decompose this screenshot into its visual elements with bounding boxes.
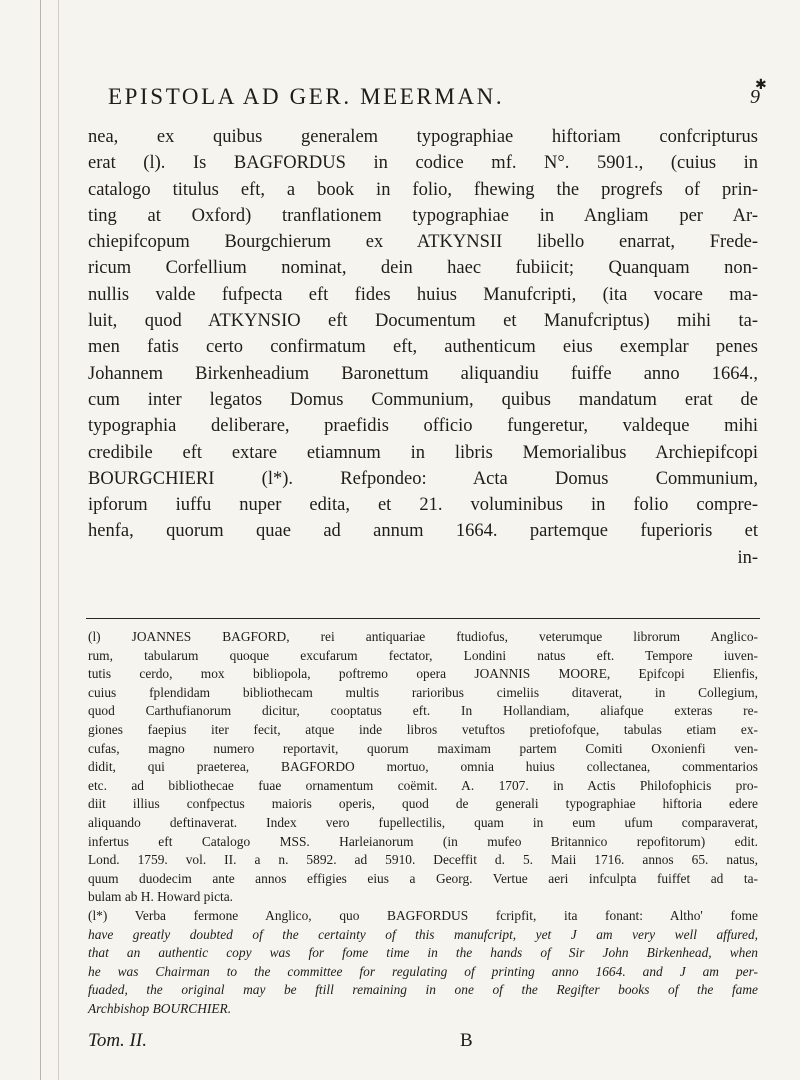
body-line: chiepifcopum Bourgchierum ex ATKYNSII libello enarrat, Frede- [88, 232, 758, 253]
corner-mark-icon: ✱ [755, 78, 767, 93]
main-text [88, 124, 758, 571]
footnote-line: quod Carthufianorum dicitur, cooptatus eft. In Hollandiam, aliafque exteras re- [88, 703, 758, 719]
body-line: Johannem Birkenheadium Baronettum aliquandiu fuiffe anno 1664., [88, 363, 758, 384]
running-head [108, 84, 768, 116]
body-line: catalogo titulus eft, a book in folio, fhewing the progrefs of prin- [88, 179, 758, 200]
footnote-line: giones faepius iter fecit, atque inde libros vetuftos pretiofofque, tabulas etiam ex- [88, 721, 758, 737]
body-line: men fatis certo confirmatum eft, authenticum eius exemplar penes [88, 337, 758, 358]
page-number: 9 [750, 86, 760, 108]
footnotes [88, 628, 758, 1018]
running-title: EPISTOLA AD GER. MEERMAN. [108, 84, 505, 109]
footnote-line: rum, tabularum quoque excufarum fectator, Londini natus eft. Tempore iuven- [88, 647, 758, 663]
catchword: in- [737, 547, 758, 568]
body-line: cum inter legatos Domus Communium, quibus mandatum erat de [88, 389, 758, 410]
footnote-line: quum duodecim ante annos effigies eius a Georg. Vertue aeri infculpta fuiffet ad ta- [88, 870, 758, 886]
body-line: nullis valde fufpecta eft fides huius Manufcripti, (ita vocare ma- [88, 284, 758, 305]
footnote-line: cufas, magno numero reportavit, quorum maximam partem Comiti Oxonienfi ven- [88, 740, 758, 756]
signature-line [88, 1030, 528, 1054]
body-line: ricum Corfellium nominat, dein haec fubiicit; Quanquam non- [88, 258, 758, 279]
body-line: credibile eft extare etiamnum in libris Memorialibus Archiepifcopi [88, 442, 758, 463]
footnote-line: etc. ad bibliothecae fuae ornamentum coëmit. A. 1707. in Actis Philofophicis pro- [88, 777, 758, 793]
body-line: ipforum iuffu nuper edita, et 21. voluminibus in folio compre- [88, 495, 758, 516]
body-line: erat (l). Is BAGFORDUS in codice mf. N°. 5901., (cuius in [88, 153, 758, 174]
footnote-line: (l*) Verba fermone Anglico, quo BAGFORDUS fcripfit, ita fonant: Altho' fome [88, 907, 758, 923]
footnote-line: tutis cerdo, mox bibliopola, poftremo opera JOANNIS MOORE, Epifcopi Elienfis, [88, 666, 758, 682]
left-margin-line-inner [58, 0, 59, 1080]
body-line: nea, ex quibus generalem typographiae hiftoriam confcripturus [88, 127, 758, 147]
footnote-line: Archbishop BOURCHIER. [88, 1000, 232, 1016]
footnote-line: that an authentic copy was for fome time in the hands of Sir John Birkenhead, when [88, 945, 758, 961]
footnote-line: Lond. 1759. vol. II. a n. 5892. ad 5910. Deceffit d. 5. Maii 1716. annos 65. natus, [88, 852, 758, 868]
footnote-rule [86, 618, 760, 619]
footnote-line: he was Chairman to the committee for regulating of printing anno 1664. and J am per- [88, 963, 758, 979]
body-line: henfa, quorum quae ad annum 1664. partemque fuperioris et [88, 521, 758, 542]
signature-mark: B [460, 1030, 473, 1051]
footnote-line: bulam ab H. Howard picta. [88, 889, 234, 905]
volume-mark: Tom. II. [88, 1030, 147, 1051]
footnote-line: infertus eft Catalogo MSS. Harleianorum (in mufeo Britannico repofitorum) edit. [88, 833, 758, 849]
footnote-line: have greatly doubted of the certainty of this manufcript, yet J am very well affured, [88, 926, 758, 942]
body-line: luit, quod ATKYNSIO eft Documentum et Manufcriptus) mihi ta- [88, 311, 758, 332]
footnote-line: fuaded, the original may be ftill remaining in one of the Regifter books of the fame [88, 982, 758, 998]
footnote-line: diit illius confpectus maioris operis, quod de generali typographiae hiftoria edere [88, 796, 758, 812]
body-line: ting at Oxford) tranflationem typographiae in Angliam per Ar- [88, 205, 758, 226]
footnote-line: cuius fplendidam bibliothecam multis rarioribus cimeliis ditaverat, in Collegium, [88, 684, 758, 700]
body-line: typographia deliberare, praefidis officio fungeretur, valdeque mihi [88, 416, 758, 437]
body-line: BOURGCHIERI (l*). Refpondeo: Acta Domus Communium, [88, 468, 758, 489]
footnote-line: aliquando deftinaverat. Index vero fupellectilis, quam in eum ufum comparaverat, [88, 814, 758, 830]
left-margin-line [40, 0, 41, 1080]
footnote-line: (l) JOANNES BAGFORD, rei antiquariae ftudiofus, veterumque librorum Anglico- [88, 629, 758, 644]
footnote-line: didit, qui praeterea, BAGFORDO mortuo, omnia huius collectanea, commentarios [88, 759, 758, 775]
